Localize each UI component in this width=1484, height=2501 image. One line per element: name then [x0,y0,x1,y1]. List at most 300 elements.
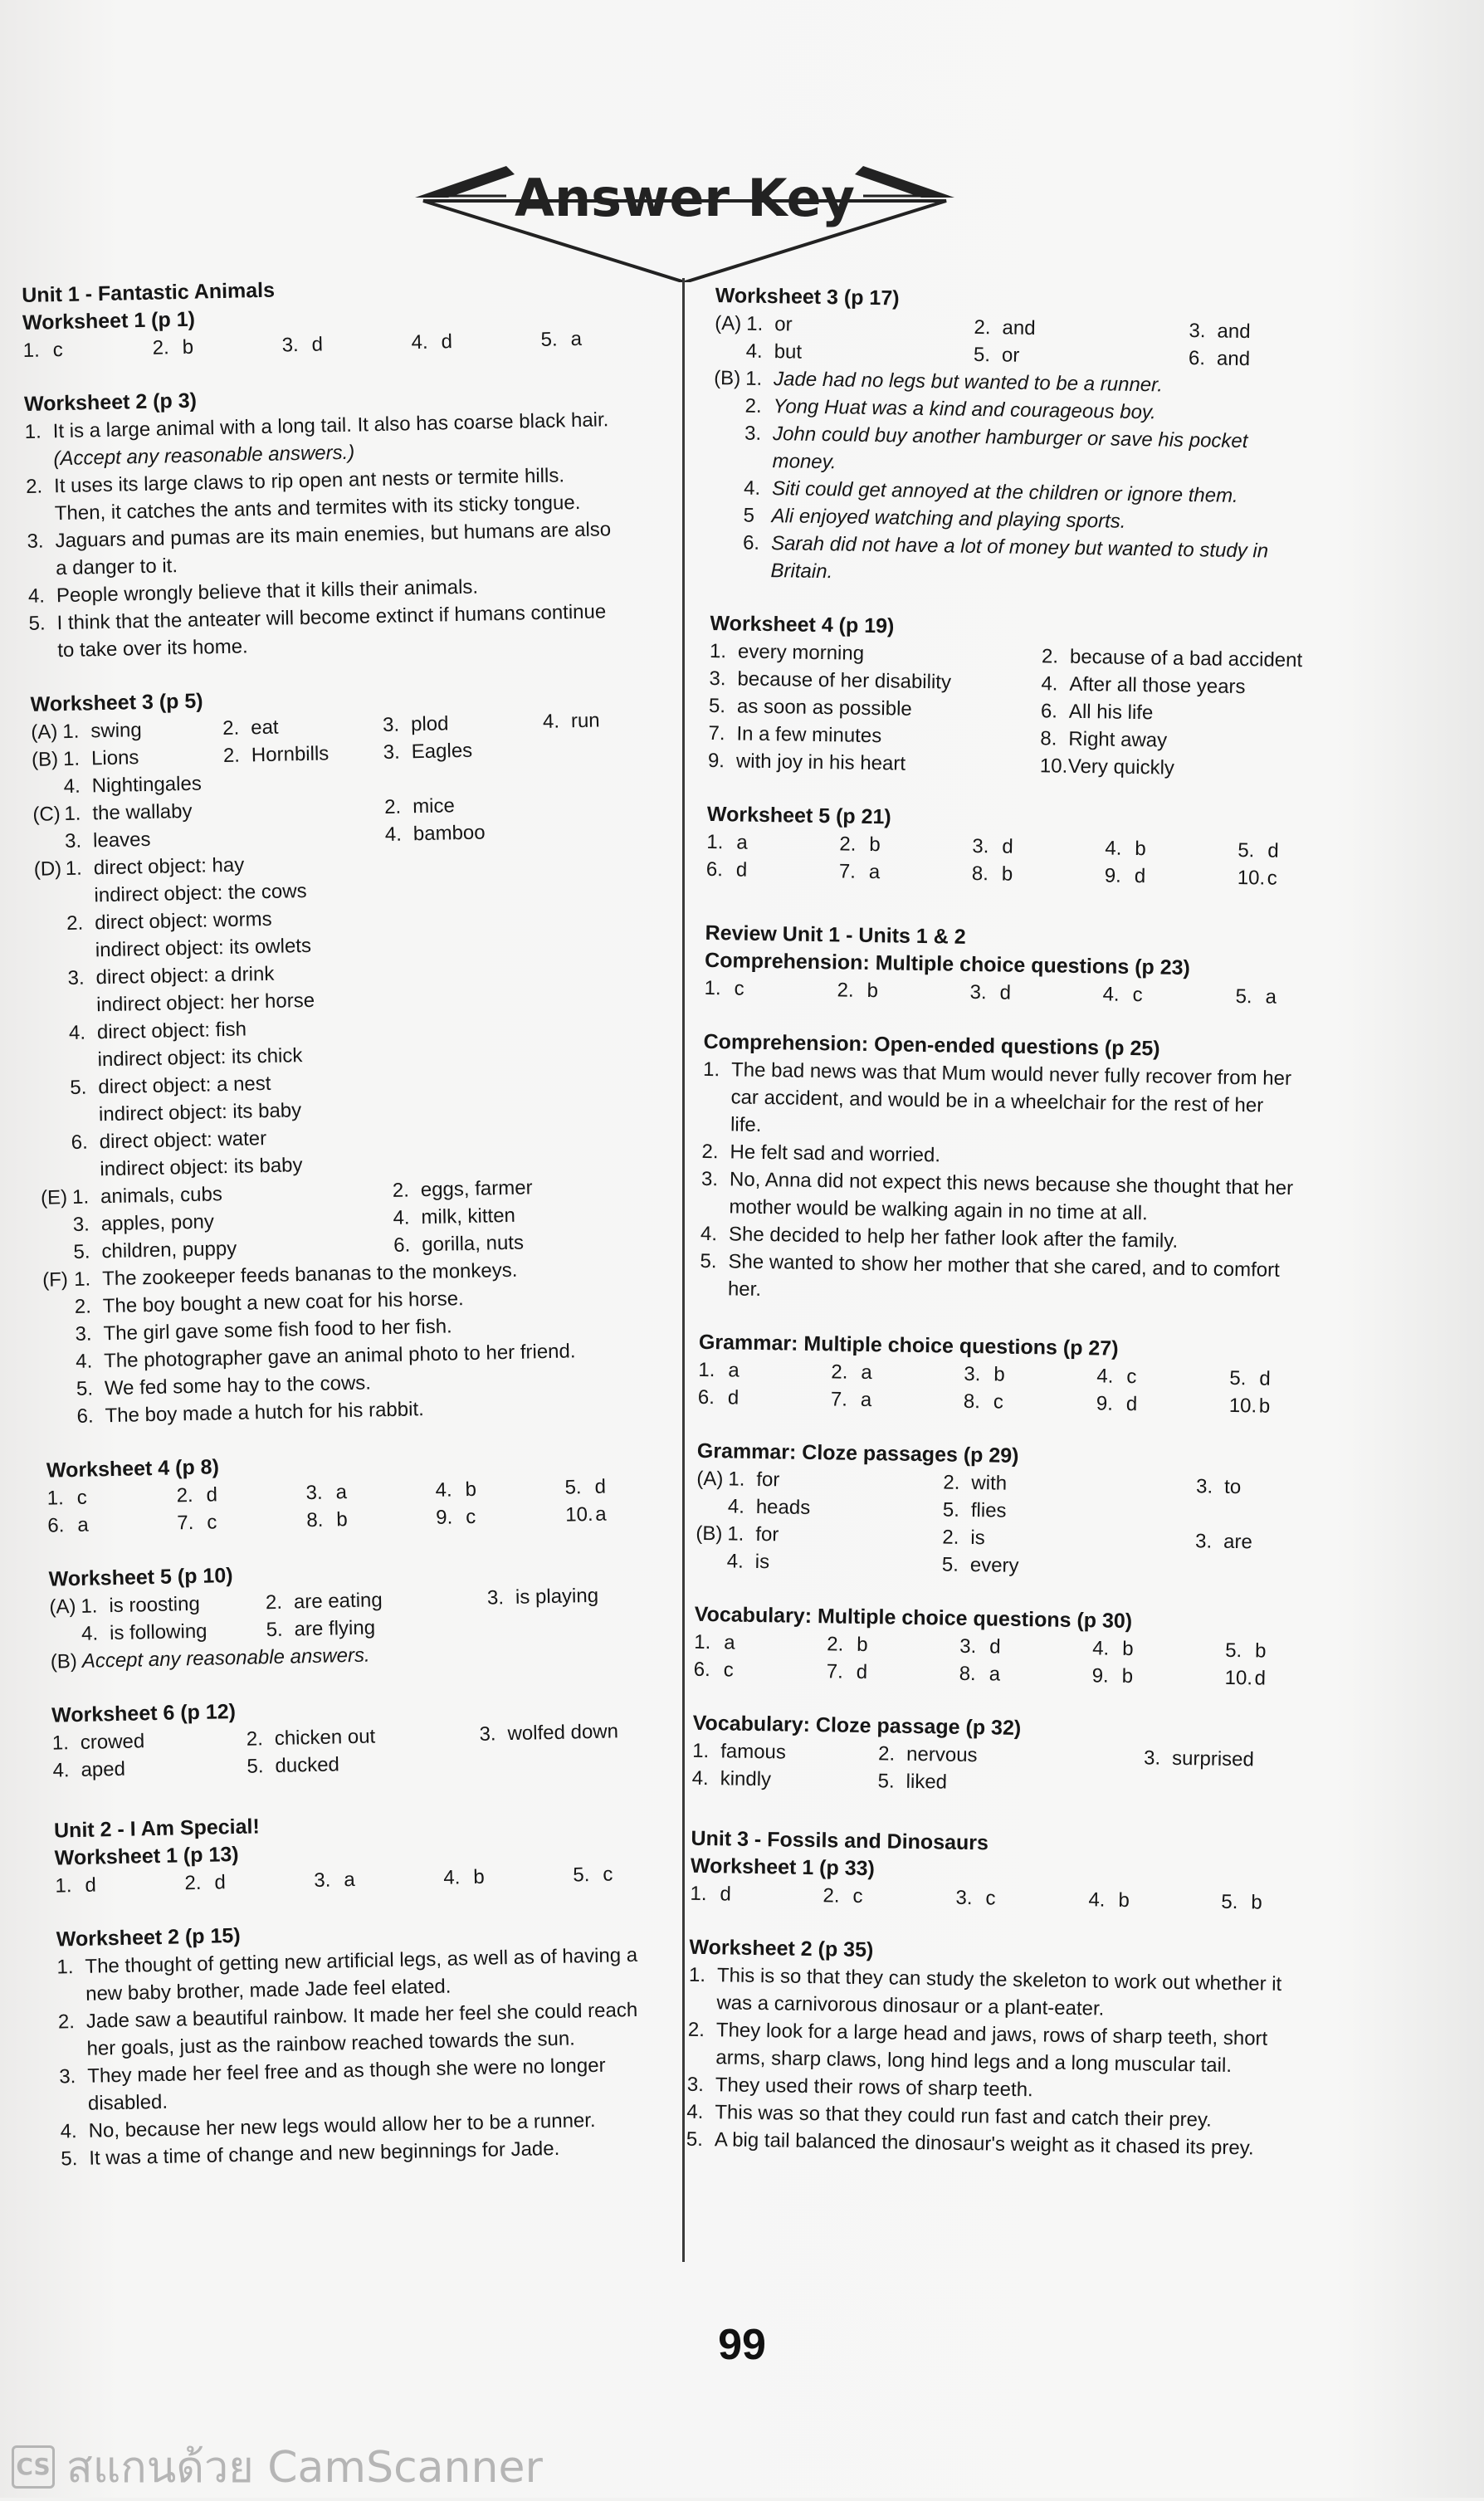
answer-number: 4. [542,710,560,733]
answer-value: All his life [1068,700,1154,725]
answer-item [687,2016,1352,2082]
answer-value: with joy in his heart [735,750,906,775]
answer-number: 3. [67,966,85,990]
answer-line: They look for a large head and jaws, rows of sharp teeth, short [715,2019,1268,2050]
answer-line: John could buy another hamburger or save his pocket [772,423,1248,453]
answer-line: This is so that they can study the skeleton to work out whether it [716,1964,1282,1995]
answer-line: direct object: fish [96,1018,247,1044]
answer-value: a [724,1631,735,1654]
lettered-part [41,1170,690,1266]
answer-value: d [1259,1367,1271,1390]
unit2-worksheet4 [708,610,1374,785]
answer-number: 4. [63,774,81,799]
answer-number: 1. [690,1882,707,1906]
answer-value: b [1121,1637,1134,1661]
answer-value: is roosting [109,1592,201,1618]
review-grammar-cloze [696,1438,1361,1585]
answer-line: The boy bought a new coat for his horse. [102,1287,464,1318]
answer-item [1040,752,1372,784]
answer-value: a [570,327,583,351]
answer-text [728,1248,1364,1312]
answer-item [487,1580,697,1611]
answer-value: d [1267,839,1279,862]
answer-item [1195,1527,1360,1557]
unit2-worksheet2 [56,1912,708,2172]
answer-value: b [473,1865,485,1889]
answer-line: No, because her new legs would allow her to be a runner. [88,2109,596,2142]
answer-number: 2. [152,336,169,359]
section-title: Comprehension: Multiple choice questions (p 23) [704,948,1191,980]
answer-item [81,1616,266,1648]
answer-item [826,1658,959,1688]
answer-value: b [1135,838,1146,861]
camscanner-logo-icon: CS [12,2445,55,2489]
review-vocabulary-cloze [691,1710,1356,1803]
unit1-worksheet4 [46,1443,696,1539]
answer-number: 5 [743,504,755,527]
answer-value: a [868,860,881,884]
answer-item [942,1551,1195,1582]
answer-number: 2. [687,2018,705,2042]
unit1-worksheet5 [48,1552,698,1675]
answer-item [878,1740,1144,1771]
answer-number: 6. [393,1233,411,1257]
answer-value: c [207,1511,217,1534]
review-heading: Review Unit 1 - Units 1 & 2 [705,921,966,949]
unit3-worksheet1 [690,1825,1355,1918]
answer-value: mice [412,794,456,818]
answer-number: 4. [1041,672,1058,696]
answer-item [436,1502,566,1531]
section-title: Grammar: Cloze passages (p 29) [696,1439,1019,1468]
answer-value: a [594,1502,607,1526]
part-label: (A) [31,721,58,744]
answer-number: 3. [72,1213,90,1236]
answer-value: Hornbills [251,742,330,767]
answer-number: 6. [705,857,724,882]
section-title: Worksheet 3 (p 17) [715,283,900,310]
answer-item [46,1482,177,1512]
answer-value: because of her disability [737,667,952,694]
answer-number: 1. [64,802,81,826]
answer-number: 5. [540,328,558,351]
answer-line: indirect object: its baby [98,1099,302,1126]
answer-number: 7. [826,1660,843,1683]
part-label: (B) [50,1649,78,1673]
answer-value: wolfed down [507,1720,619,1746]
answer-item [573,1859,703,1888]
answer-number: 2. [392,1179,410,1202]
answer-value: b [1001,862,1013,886]
answer-number: 7. [838,860,857,883]
answer-line: Yong Huat was a kind and courageous boy. [773,395,1157,424]
answer-number: 7. [177,1511,194,1535]
unit1-worksheet2 [24,378,677,665]
answer-number: 5. [700,1249,717,1273]
answer-item [943,1468,1196,1500]
answer-item [698,1356,831,1386]
answer-number: 3. [305,1481,323,1505]
answer-number: 3. [59,2065,76,2088]
answer-value: b [993,1363,1005,1386]
answer-item [698,1384,831,1414]
answer-number: 2. [74,1295,92,1318]
answer-number: 5. [1224,1639,1242,1663]
answer-number: 4. [68,1021,86,1045]
answer-value: a [335,1481,348,1504]
answer-item [708,747,1040,779]
answer-value: surprised [1171,1746,1255,1771]
lettered-part [42,1253,693,1430]
answer-item [959,1660,1091,1690]
answer-item [831,1385,964,1415]
answer-number: 3. [75,1322,92,1346]
answer-value: because of a bad accident [1069,645,1303,672]
answer-text [716,1961,1353,2026]
answer-value: eat [250,716,279,740]
answer-item [63,742,224,773]
answer-value: and [1217,320,1251,344]
lettered-part [710,364,1378,594]
answer-grid [698,1356,1363,1422]
answer-line: indirect object: its owlets [95,934,312,962]
section-title: Worksheet 2 (p 3) [23,388,198,416]
unit-heading: Unit 3 - Fossils and Dinosaurs [691,1826,989,1855]
answer-value: c [723,1658,734,1682]
answer-item [281,329,412,359]
answer-item [969,979,1102,1009]
unit2-worksheet5 [706,801,1371,894]
answer-item [1096,1362,1229,1392]
answer-value: a [861,1360,872,1385]
answer-item [55,1869,185,1899]
section-title: Comprehension: Open-ended questions (p 25) [703,1029,1160,1061]
answer-line: People wrongly believe that it kills their animals. [56,575,479,608]
answer-number: 3. [701,1167,719,1191]
answer-number: 8. [971,862,989,886]
answer-item [690,1880,823,1910]
answer-number: 1. [22,339,41,362]
answer-number: 2. [57,2010,76,2034]
answer-item [964,1388,1096,1418]
answer-value: flies [970,1499,1007,1522]
answer-number: 10. [564,1502,593,1526]
answer-line: car accident, and would be in a wheelchair for the rest of her [730,1086,1264,1117]
section-title: Vocabulary: Multiple choice questions (p 30) [694,1602,1133,1634]
answer-value: to [1223,1475,1242,1499]
answer-item [693,1656,826,1686]
answer-item [1189,344,1379,375]
answer-item [823,1882,955,1912]
answer-value: d [727,1386,740,1409]
answer-number: 6. [1188,346,1206,370]
answer-item [1105,834,1237,864]
answer-line: She wanted to show her mother that she cared, and to comfort [728,1250,1280,1282]
answer-item [1229,1392,1362,1422]
answer-number: 3. [969,980,987,1004]
answer-number: 6. [71,1131,89,1154]
answer-number: 3. [1195,1475,1213,1498]
answer-value: c [603,1863,613,1886]
answer-item [152,331,282,361]
answer-item [306,1504,437,1534]
answer-number: 7. [708,721,725,745]
answer-line: The photographer gave an animal photo to her friend. [103,1340,576,1373]
answer-value: but [774,340,803,364]
answer-line: It uses its large claws to rip open ant nests or termite hills. [53,464,565,498]
answer-line: This was so that they could run fast and catch their prey. [715,2101,1213,2132]
answer-number: 1. [65,857,83,881]
answer-item [564,1471,695,1501]
answer-value: Eagles [411,739,473,764]
answer-item [184,1867,315,1897]
answer-number: 3. [1189,319,1206,343]
answer-value: run [570,709,600,733]
answer-value: d [999,981,1012,1004]
section-title: Worksheet 5 (p 21) [706,802,891,829]
answer-item [727,1547,943,1578]
answer-value: crowed [80,1730,145,1754]
lettered-part [33,843,687,1185]
answer-number: 6. [697,1385,715,1409]
answer-value: Lions [90,746,139,770]
answer-number: 2. [222,716,240,740]
answer-number: 2. [831,1360,848,1384]
answer-number: 1. [702,1058,720,1082]
answer-number: 5. [73,1240,90,1263]
answer-value: a [77,1513,90,1536]
answer-grid [708,637,1374,785]
answer-number: 2. [1041,645,1059,668]
answer-number: 6. [76,1404,94,1428]
answer-number: 10. [1039,755,1068,778]
unit1-worksheet6 [51,1688,701,1784]
answer-text [730,1056,1367,1148]
answer-value: swing [90,719,142,743]
answer-item [435,1474,565,1504]
answer-line: Jaguars and pumas are its main enemies, but humans are also [55,518,612,553]
answer-line: to take over its home. [57,635,248,662]
answer-number: 4. [691,1766,709,1790]
answer-number: 1. [62,747,81,771]
answer-line: (Accept any reasonable answers.) [53,441,355,471]
answer-number: 4. [60,2120,77,2143]
answer-number: 5. [941,1553,959,1576]
answer-value: c [1267,867,1278,890]
answer-value: chicken out [274,1725,376,1750]
answer-value: gorilla, nuts [421,1231,525,1257]
answer-item [691,1765,877,1795]
answer-number: 6. [1040,700,1058,723]
answer-item [706,856,839,886]
answer-line: The thought of getting new artificial legs, as well as of having a [85,1943,638,1978]
unit1-worksheet3 [30,678,692,1431]
answer-value: and [1002,316,1036,340]
answer-number: 3. [1194,1530,1213,1553]
answer-line: her goals, just as the rainbow reached towards the sun. [86,2027,576,2060]
section-title: Worksheet 1 (p 13) [54,1842,239,1870]
answer-line: Britain. [770,559,833,584]
answer-text: Accept any reasonable answers. [81,1644,370,1673]
answer-value: b [857,1633,868,1657]
part-answers [65,843,687,1184]
answer-value: b [1118,1888,1130,1912]
answer-number: 2. [942,1526,959,1549]
answer-value: are flying [294,1616,376,1641]
answer-number: 3. [959,1634,977,1658]
review-vocabulary-mc [693,1601,1358,1694]
answer-item [222,711,383,742]
answer-number: 8. [306,1508,324,1532]
answer-number: 1. [71,1185,90,1209]
answer-number: 4. [52,1759,70,1782]
answer-value: b [1254,1639,1267,1663]
part-label: (E) [40,1186,68,1209]
answer-value: are [1223,1530,1253,1554]
answer-number: 6. [693,1658,710,1682]
answer-number: 3. [686,2073,705,2097]
unit2-worksheet1 [54,1804,703,1899]
answer-value: c [1126,1365,1137,1389]
answer-value: animals, cubs [100,1183,223,1209]
answer-value: b [869,833,881,857]
answer-line: disabled. [87,2090,168,2115]
answer-item [443,1862,574,1892]
answer-value: a [736,831,748,854]
answer-number: 4. [443,1866,461,1889]
answer-value: d [206,1483,218,1507]
answer-number: 3. [1143,1746,1161,1770]
right-column [686,282,1379,2190]
answer-value: b [1251,1891,1262,1914]
answer-line: indirect object: its baby [100,1154,303,1181]
unit2-worksheet3 [710,282,1379,594]
answer-item [974,341,1189,372]
answer-value: is [754,1550,770,1574]
answer-item [223,739,384,769]
lettered-part [714,310,1379,375]
answer-item [1229,1365,1362,1395]
answer-number: 2. [974,315,991,339]
answer-value: d [989,1635,1001,1658]
answer-value: Very quickly [1067,755,1175,779]
answer-value: kindly [720,1767,772,1791]
answer-item [943,1496,1196,1527]
answer-line: direct object: worms [94,907,272,935]
answer-value: d [735,858,748,882]
answer-line: Siti could get annoyed at the children or ignore them. [771,477,1238,507]
answer-value: b [182,335,194,359]
answer-number: 3. [314,1868,331,1893]
answer-value: b [866,979,879,1003]
unit-heading: Unit 1 - Fantastic Animals [22,278,276,307]
answer-item [727,1520,943,1551]
answer-number: 2. [246,1727,264,1751]
answer-value: leaves [92,828,151,852]
answer-item [706,828,839,858]
part-label: (D) [33,857,62,881]
answer-item [742,530,1375,594]
section-title: Worksheet 2 (p 15) [56,1923,241,1951]
page-number: 99 [718,2321,766,2369]
lettered-part [696,1520,1360,1585]
section-title: Worksheet 1 (p 1) [22,307,196,335]
answer-item [1235,983,1368,1013]
answer-value: a [1265,985,1277,1009]
answer-value: After all those years [1069,672,1246,699]
answer-item [839,857,972,887]
answer-item [964,1360,1096,1390]
answer-value: every [969,1554,1019,1577]
answer-text [770,530,1375,593]
answer-number: 2. [837,979,854,1002]
answer-item [694,1629,827,1658]
answer-grid [693,1629,1358,1694]
answer-value: b [465,1478,477,1502]
answer-number: 3. [486,1586,505,1610]
answer-value: ducked [275,1753,340,1777]
answer-line: He felt sad and worried. [730,1141,941,1167]
answer-value: In a few minutes [736,722,882,748]
answer-number: 1. [706,830,724,854]
answer-number: 4. [726,1550,744,1573]
answer-item [692,1737,878,1768]
answer-number: 3. [972,834,989,858]
answer-item [972,860,1105,890]
answer-line: money. [772,450,837,474]
answer-value: plod [410,712,449,736]
answer-line: We fed some hay to the cows. [104,1371,372,1400]
answer-item [745,338,974,369]
answer-line: A big tail balanced the dinosaur's weight as it chased its prey. [714,2128,1254,2160]
answer-value: children, puppy [101,1237,237,1263]
answer-number: 8. [1040,727,1057,750]
answer-number: 6. [742,531,760,554]
answer-number: 10. [1237,866,1266,890]
answer-number: 1. [694,1630,711,1654]
scanner-watermark [12,2432,543,2501]
answer-line: It was a time of change and new beginnings for Jade. [89,2137,560,2170]
answer-number: 9. [1096,1392,1114,1415]
answer-item [52,1726,247,1757]
answer-item [942,1523,1195,1555]
answer-value: and [1216,347,1251,371]
answer-value: d [85,1873,97,1897]
answer-value: are eating [293,1589,383,1614]
answer-item [972,833,1105,862]
answer-number: 1. [698,1358,715,1382]
answer-number: 4. [75,1350,93,1373]
part-label: (A) [696,1467,724,1491]
answer-item [411,326,541,356]
answer-value: eggs, farmer [420,1176,533,1202]
answer-number: 5. [708,694,726,718]
answer-value: heads [755,1495,811,1519]
answer-item [47,1509,178,1539]
answer-number: 5. [70,1076,87,1099]
answer-item [1096,1390,1229,1419]
answer-line: The boy made a hutch for his rabbit. [105,1398,425,1428]
answer-value: bamboo [412,821,486,846]
answer-number: 5. [877,1770,895,1793]
answer-line: It is a large animal with a long tail. It also has coarse black hair. [52,408,609,443]
answer-value: a [344,1868,356,1892]
section-title: Worksheet 1 (p 33) [690,1854,876,1881]
answer-number: 6. [47,1514,65,1537]
answer-item [1237,864,1370,894]
answer-value: Nightingales [91,772,203,798]
answer-number: 4. [727,1495,745,1518]
